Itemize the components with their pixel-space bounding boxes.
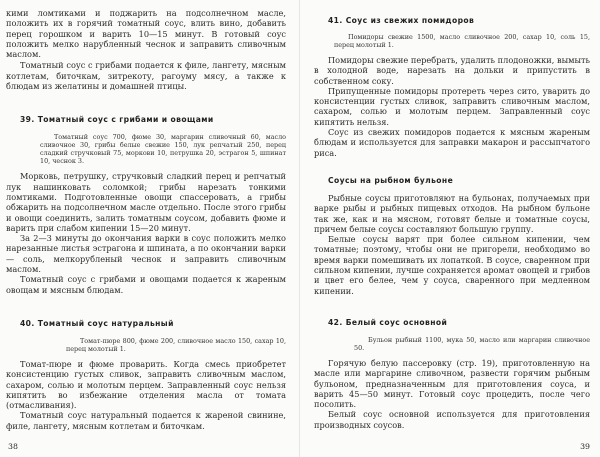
recipe-39-heading: 39. Томатный соус с грибами и овощами [20, 115, 214, 125]
recipe-42-heading: 42. Белый соус основной [328, 317, 448, 327]
recipe-40-serving: Томатный соус натуральный подается к жареной свинине, филе, лангету, мясным котлетам и биточкам. [6, 410, 286, 431]
paragraph: Томатный соус с грибами подается к филе, лангету, мясным котлетам, биточкам, зитрекоту, рагоуму мясу, а также к блюдам из желатины и домашней птицы. [6, 60, 286, 92]
recipe-39-step-1: Морковь, петрушку, стручковый сладкий перец и репчатый лук нашинковать соломкой; грибы нарезать тонкими ломтиками. Подготовленные овощи спассеровать, а грибы обжарить на подсолнечном масле отдельно. После этого грибы и овощи соединить, залить томатным соусом, добавить фюме и варить при слабом кипении 15—20 минут. [6, 171, 286, 233]
recipe-39-step-2: За 2—3 минуты до окончания варки в соус положить мелко нарезанные листья эстрагона и шпината, а по окончании варки — соль, мелкорубленый чеснок и заправить сливочным маслом. [6, 233, 286, 275]
section-heading: Соусы на рыбном бульоне [328, 175, 454, 185]
recipe-41-ingredients: Помидоры свежие 1500, масло сливочное 200, сахар 10, соль 15, перец молотый 1. [334, 33, 590, 49]
recipe-41-step-2: Припущенные помидоры протереть через сито, уварить до консистенции густых сливок, заправить сливочным маслом, сахаром, солью и молотым перцем. Заправленный соус кипятить нельзя. [314, 85, 590, 127]
recipe-42-usage: Белый соус основной используется для приготовления производных соусов. [314, 409, 590, 430]
recipe-42-ingredients: Бульон рыбный 1100, мука 50, масло или маргарин сливочное 50. [354, 335, 590, 352]
paragraph: кими ломтиками и поджарить на подсолнечном масле, положить их в горячий томатный соус, влить вино, добавить перец горошком и варить 10—15 минут. В готовый соус положить мелко нарубленный чеснок и заправить сливочным маслом. [6, 8, 286, 60]
section-paragraph-1: Рыбные соусы приготовляют на бульонах, получаемых при варке рыбы и рыбных пищевых отходов. На рыбном бульоне так же, как и на мясном, готовят белые и томатные соусы, причем белые соусы составляют большую группу. [314, 192, 590, 234]
recipe-39-serving: Томатный соус с грибами и овощами подается к жареным овощам и мясным блюдам. [6, 274, 286, 295]
right-page [300, 0, 600, 457]
recipe-41-heading: 41. Соус из свежих помидоров [328, 16, 475, 25]
recipe-41-step-1: Помидоры свежие перебрать, удалить плодоножки, вымыть в холодной воде, нарезать на дольки и припустить в собственном соку. [314, 55, 590, 86]
recipe-39-ingredients: Томатный соус 700, фюме 30, маргарин сливочный 60, масло сливочное 30, грибы белые свежие 150, лук репчатый 250, перец сладкий стручковый 75, моркови 10, петрушка 20, эстрагон 5, шпинат 10, чеснок 3. [40, 133, 286, 166]
section-paragraph-2: Белые соусы варят при более сильном кипении, чем томатные; поэтому, чтобы они не пригорели, необходимо во время варки помешивать их лопаткой. В соусе, сваренном при сильном кипении, лучше сохраняется аромат овощей и грибов и цвет его белее, чем у соуса, сваренного при медленном кипении. [314, 234, 590, 296]
page-number: 39 [580, 442, 590, 451]
page-number: 38 [8, 442, 18, 451]
recipe-42-step-1: Горячую белую пассеровку (стр. 19), приготовленную на масле или маргарине сливочном, развести горячим рыбным бульоном, предназначенным для приготовления соуса, и варить 45—50 минут. Готовый соус процедить, после чего посолить. [314, 357, 590, 410]
recipe-41-serving: Соус из свежих помидоров подается к мясным жареным блюдам и используется для заправки макарон и рассыпчатого риса. [314, 127, 590, 158]
recipe-40-ingredients: Томат-пюре 800, фюме 200, сливочное масло 150, сахар 10, перец молотый 1. [66, 336, 286, 353]
recipe-40-heading: 40. Томатный соус натуральный [20, 318, 174, 328]
recipe-40-step-1: Томат-пюре и фюме проварить. Когда смесь приобретет консистенцию густых сливок, заправить сливочным маслом, сахаром, солью и молотым перцем. Заправленный соус нельзя кипятить во избежание отделения масла от томата (отмасливания). [6, 358, 286, 411]
